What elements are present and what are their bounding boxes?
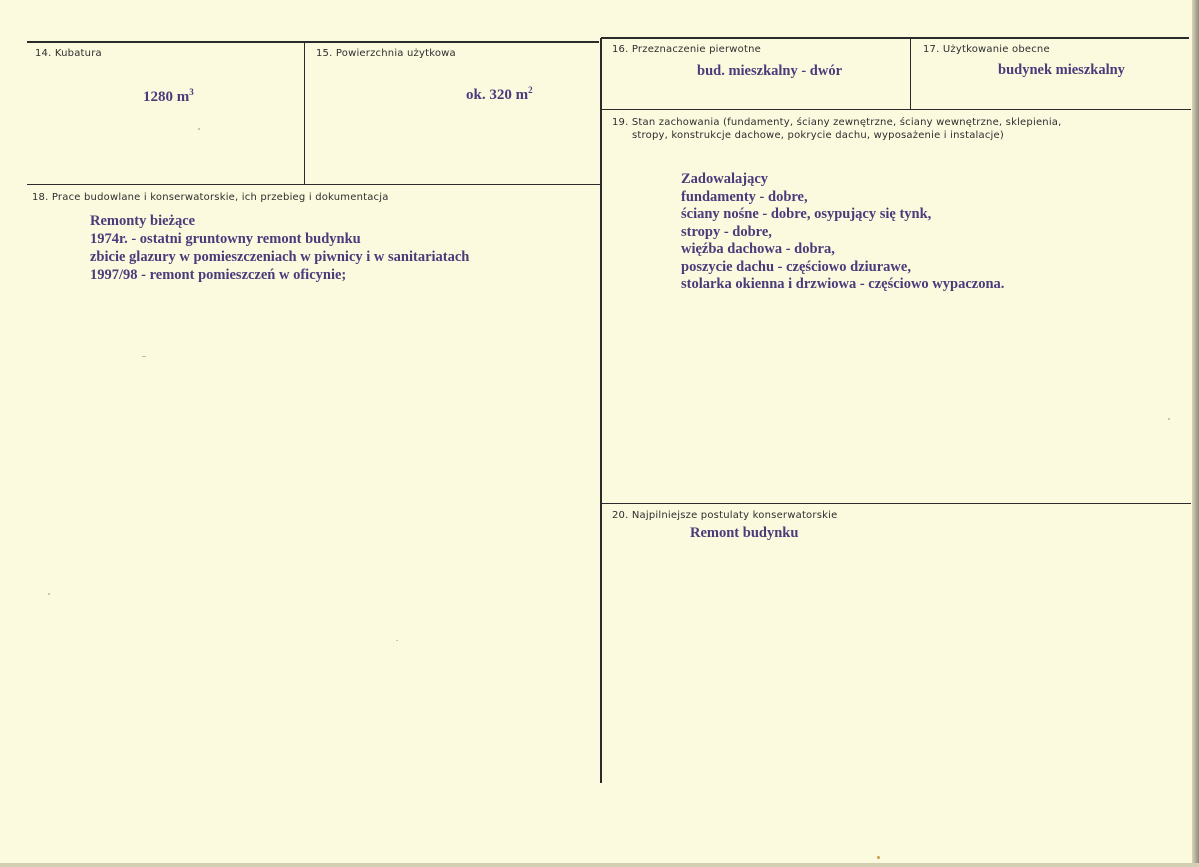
field-18-line: 1974r. - ostatni gruntowny remont budynku [90, 231, 361, 247]
rule-h-17-19 [601, 109, 1191, 110]
field-20-value: Remont budynku [690, 525, 799, 541]
field-19-line: poszycie dachu - częściowo dziurawe, [681, 258, 911, 275]
rule-v-14-15 [304, 42, 305, 185]
field-19-line: fundamenty - dobre, [681, 188, 808, 205]
paper-speck [198, 128, 200, 130]
field-16-label: 16. Przeznaczenie pierwotne [612, 44, 762, 55]
field-15-value-exponent: 2 [528, 85, 533, 95]
field-19-line: Zadowalający [681, 171, 768, 187]
field-19-label-line-1: 19. Stan zachowania (fundamenty, ściany zewnętrzne, ściany wewnętrzne, sklepienia, [612, 117, 1062, 128]
paper-speck [1168, 418, 1170, 420]
field-19-line: ściany nośne - dobre, osypujący się tynk, [681, 206, 932, 222]
field-15-value-text: ok. 320 m [466, 87, 529, 103]
field-20-label: 20. Najpilniejsze postulaty konserwatorskie [612, 510, 838, 521]
rule-top-right [601, 37, 1189, 39]
rule-v-16-17 [910, 38, 911, 110]
field-15-label: 15. Powierzchnia użytkowa [316, 48, 456, 59]
rule-top-left [27, 41, 599, 43]
field-18-line: zbicie glazury w pomieszczeniach w piwnicy i w sanitariatach [90, 249, 470, 265]
field-17-value: budynek mieszkalny [998, 62, 1125, 78]
field-18-text-block [90, 212, 469, 284]
field-19-label-line-2: stropy, konstrukcje dachowe, pokrycie dachu, wyposażenie i instalacje) [632, 130, 1004, 141]
card-edge-bottom [0, 863, 1199, 867]
field-16-value: bud. mieszkalny - dwór [697, 63, 843, 79]
field-18-line: Remonty bieżące [90, 213, 196, 229]
rule-h-15-18 [27, 184, 601, 185]
field-14-value [143, 84, 194, 107]
card-edge-right [1192, 0, 1199, 867]
field-19-line: stropy - dobre, [681, 223, 772, 240]
field-19-text-block [681, 171, 1004, 294]
field-18-label: 18. Prace budowlane i konserwatorskie, ich przebieg i dokumentacja [32, 192, 389, 203]
field-18-line: 1997/98 - remont pomieszczeń w oficynie; [90, 267, 347, 283]
field-14-value-exponent: 3 [189, 87, 194, 97]
field-19-line: więźba dachowa - dobra, [681, 241, 835, 257]
rule-v-center [600, 38, 602, 783]
field-19-line: stolarka okienna i drzwiowa - częściowo wypaczona. [681, 276, 1005, 292]
field-14-value-text: 1280 m [143, 89, 190, 105]
field-17-label: 17. Użytkowanie obecne [923, 44, 1050, 55]
paper-speck [877, 856, 880, 859]
paper-speck [48, 593, 50, 595]
field-15-value [466, 82, 533, 105]
rule-h-19-20 [601, 503, 1191, 504]
paper-speck [142, 356, 146, 357]
paper-speck [396, 640, 398, 641]
field-14-label: 14. Kubatura [35, 48, 102, 59]
